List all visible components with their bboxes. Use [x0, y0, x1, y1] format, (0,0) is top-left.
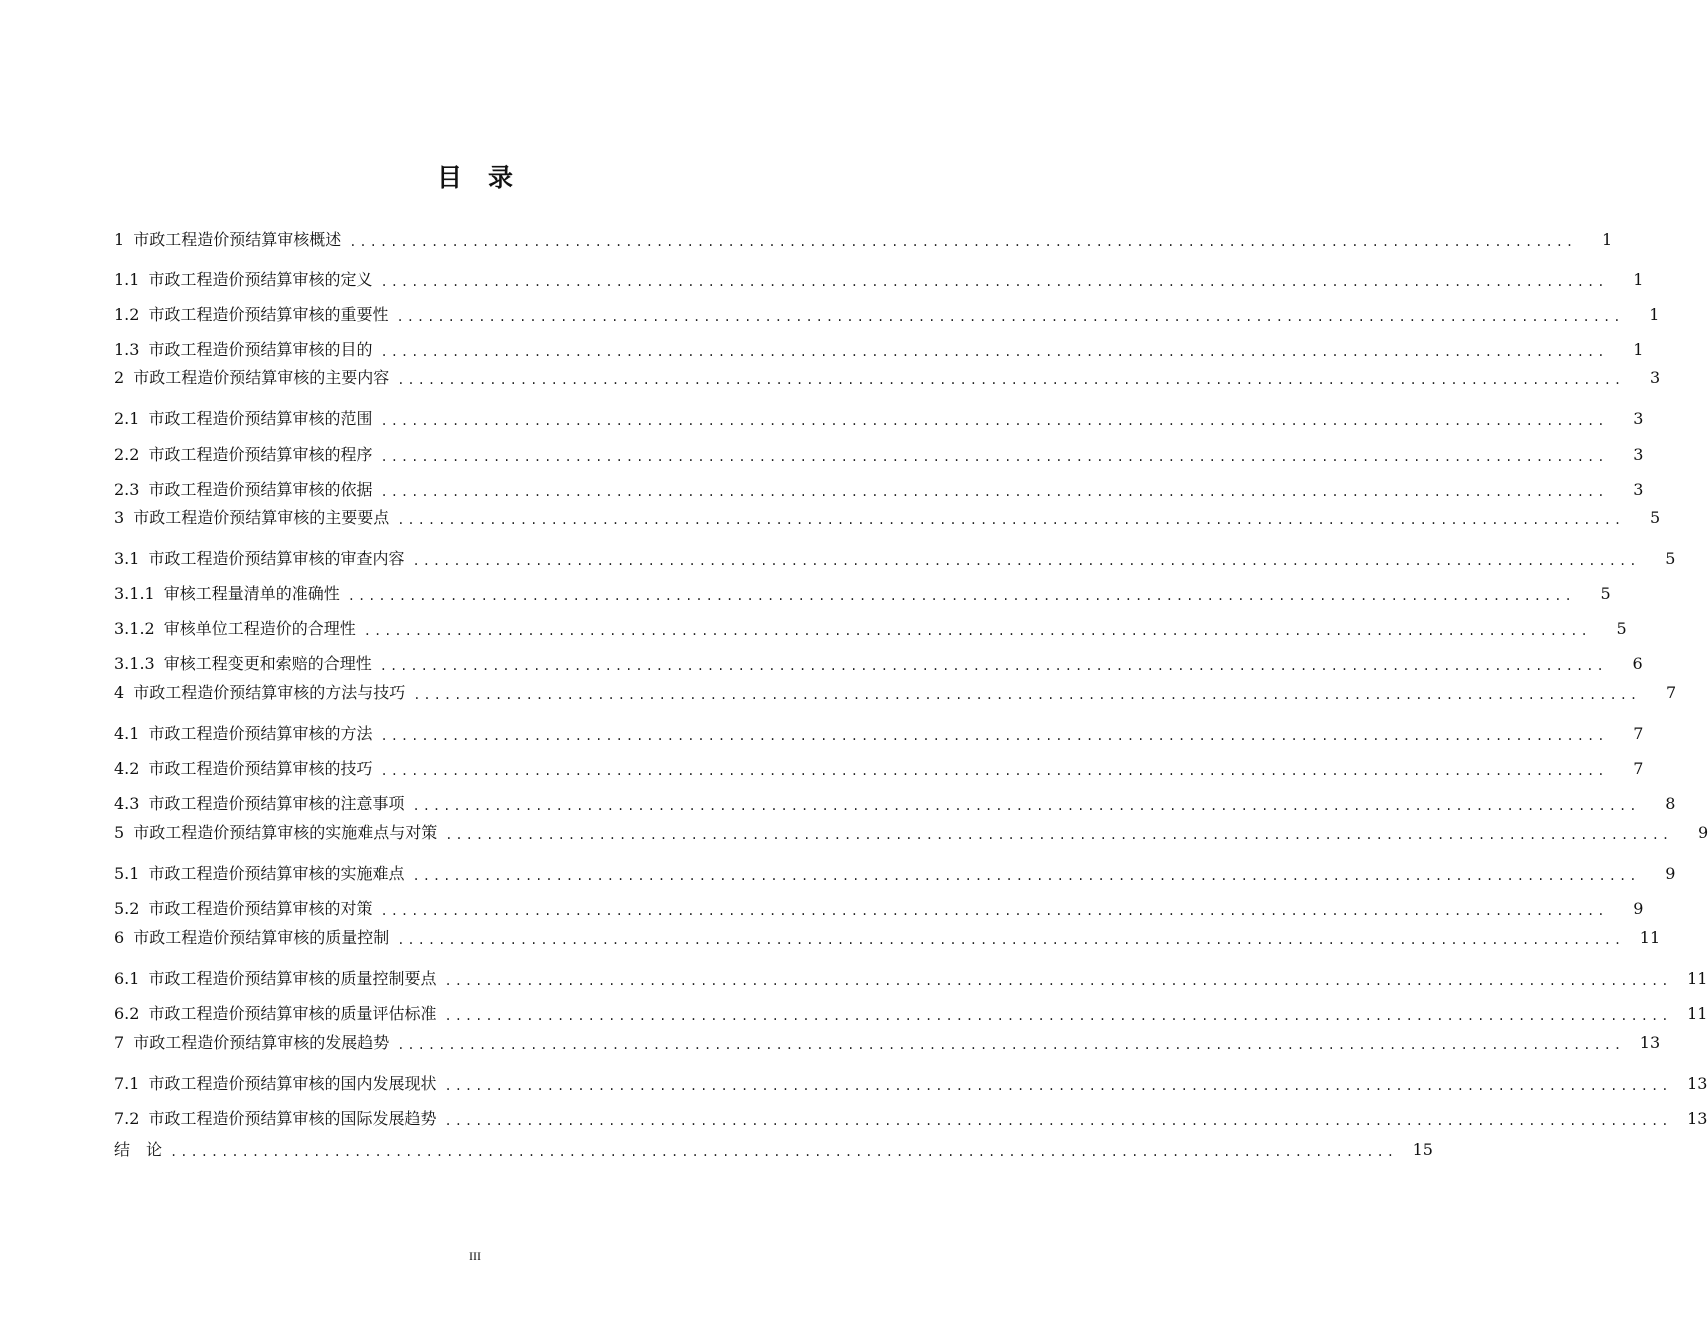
- toc-entry-number: 6: [114, 928, 125, 947]
- page-title: [0, 158, 950, 194]
- toc-entry-title: 市政工程造价预结算审核的程序: [148, 445, 373, 464]
- toc-entry-title: 市政工程造价预结算审核的审查内容: [148, 549, 405, 568]
- toc-entry-title: 市政工程造价预结算审核的方法: [148, 724, 373, 743]
- title-char-2: 录: [488, 163, 514, 192]
- toc-entry-number: 3.1.1: [114, 584, 155, 603]
- toc-entry-page: 3: [1633, 480, 1644, 499]
- toc-entry-title: 市政工程造价预结算审核的重要性: [148, 305, 389, 324]
- toc-entry-page: 9: [1665, 864, 1676, 883]
- toc-entry-number: 1.1: [114, 270, 140, 289]
- toc-leader-dots: ........................................................................................................................: [380, 904, 1608, 918]
- toc-entry-number: 2: [114, 368, 125, 387]
- toc-entry-page: 5: [1616, 619, 1627, 638]
- toc-entry-page: 9: [1633, 899, 1644, 918]
- toc-entry-page: 13: [1687, 1074, 1708, 1093]
- toc-entry[interactable]: [114, 793, 1676, 815]
- toc-entry[interactable]: [114, 618, 1627, 640]
- toc-entry[interactable]: [114, 507, 1661, 529]
- toc-entry-title: 市政工程造价预结算审核的质量控制要点: [148, 969, 437, 988]
- toc-entry-number: 5: [114, 823, 125, 842]
- toc-leader-dots: ........................................................................................................................: [347, 589, 1575, 603]
- toc-entry-title: 市政工程造价预结算审核的依据: [148, 480, 373, 499]
- toc-leader-dots: ........................................................................................................................: [380, 764, 1608, 778]
- toc-entry-title: 市政工程造价预结算审核的范围: [148, 409, 373, 428]
- toc-entry[interactable]: [114, 1139, 1433, 1161]
- toc-entry-page: 13: [1639, 1033, 1661, 1052]
- toc-entry-title: 市政工程造价预结算审核的发展趋势: [133, 1033, 390, 1052]
- toc-entry-title: 审核单位工程造价的合理性: [163, 619, 356, 638]
- toc-entry-page: 11: [1687, 969, 1708, 988]
- toc-entry-number: 1.3: [114, 340, 140, 359]
- toc-entry[interactable]: [114, 339, 1644, 361]
- toc-entry[interactable]: [114, 822, 1708, 844]
- toc-leader-dots: ........................................................................................................................: [444, 1114, 1672, 1128]
- toc-leader-dots: ........................................................................................................................: [349, 235, 1577, 249]
- toc-leader-dots: ........................................................................................................................: [412, 869, 1640, 883]
- toc-entry[interactable]: [114, 269, 1644, 291]
- toc-entry-page: 3: [1649, 368, 1661, 387]
- toc-leader-dots: ........................................................................................................................: [413, 688, 1641, 702]
- toc-entry-page: 15: [1412, 1140, 1433, 1159]
- toc-entry[interactable]: [114, 1073, 1708, 1095]
- toc-entry-number: 7.2: [114, 1109, 140, 1128]
- toc-entry-page: 1: [1633, 340, 1644, 359]
- toc-leader-dots: ........................................................................................................................: [444, 1079, 1672, 1093]
- toc-entry-page: 7: [1665, 683, 1677, 702]
- toc-entry-page: 1: [1633, 270, 1644, 289]
- title-char-1: 目: [436, 163, 462, 192]
- toc-entry[interactable]: [114, 408, 1644, 430]
- toc-leader-dots: ........................................................................................................................: [444, 1009, 1672, 1023]
- toc-entry-title: 市政工程造价预结算审核的实施难点: [148, 864, 405, 883]
- toc-leader-dots: ........................................................................................................................: [412, 799, 1640, 813]
- toc-entry-title: 市政工程造价预结算审核的国内发展现状: [148, 1074, 437, 1093]
- toc-entry-title: 市政工程造价预结算审核的实施难点与对策: [133, 823, 438, 842]
- toc-entry[interactable]: [114, 1032, 1661, 1054]
- toc-leader-dots: ........................................................................................................................: [170, 1145, 1397, 1159]
- toc-entry-number: 2.3: [114, 480, 140, 499]
- toc-entry-title: 市政工程造价预结算审核的定义: [148, 270, 373, 289]
- toc-entry-page: 6: [1632, 654, 1643, 673]
- toc-entry-page: 5: [1665, 549, 1676, 568]
- toc-entry-title: 市政工程造价预结算审核的技巧: [148, 759, 373, 778]
- toc-entry-page: 1: [1649, 305, 1660, 324]
- toc-entry-number: 3.1.3: [114, 654, 155, 673]
- toc-entry-number: 3: [114, 508, 125, 527]
- toc-entry[interactable]: [114, 583, 1611, 605]
- toc-entry-title: 市政工程造价预结算审核的注意事项: [148, 794, 405, 813]
- toc-entry-page: 7: [1633, 759, 1644, 778]
- toc-entry-title: 市政工程造价预结算审核的主要内容: [133, 368, 390, 387]
- toc-entry[interactable]: [114, 758, 1644, 780]
- toc-entry-page: 11: [1687, 1004, 1708, 1023]
- toc-entry[interactable]: [114, 682, 1677, 704]
- toc-entry-title: 市政工程造价预结算审核的目的: [148, 340, 373, 359]
- toc-entry[interactable]: [114, 863, 1676, 885]
- toc-entry-page: 11: [1639, 928, 1661, 947]
- toc-entry-number: 5.1: [114, 864, 140, 883]
- toc-entry[interactable]: [114, 444, 1644, 466]
- toc-leader-dots: ........................................................................................................................: [380, 275, 1608, 289]
- toc-leader-dots: ........................................................................................................................: [444, 974, 1672, 988]
- toc-leader-dots: ........................................................................................................................: [412, 554, 1640, 568]
- toc-entry-page: 3: [1633, 445, 1644, 464]
- toc-leader-dots: ........................................................................................................................: [397, 933, 1625, 947]
- toc-entry-page: 3: [1633, 409, 1644, 428]
- toc-entry[interactable]: [114, 653, 1643, 675]
- toc-entry-title: 市政工程造价预结算审核的方法与技巧: [133, 683, 406, 702]
- toc-entry-number: 1: [114, 230, 125, 249]
- toc-entry-number: 6.2: [114, 1004, 140, 1023]
- toc-leader-dots: ........................................................................................................................: [380, 729, 1608, 743]
- toc-entry-number: 2.1: [114, 409, 140, 428]
- toc-entry-number: 2.2: [114, 445, 140, 464]
- toc-entry-title: 市政工程造价预结算审核的质量评估标准: [148, 1004, 437, 1023]
- toc-leader-dots: ........................................................................................................................: [363, 624, 1591, 638]
- toc-entry[interactable]: [114, 548, 1676, 570]
- toc-entry-title: 审核工程变更和索赔的合理性: [163, 654, 372, 673]
- toc-entry-number: 3.1: [114, 549, 140, 568]
- toc-entry-title: 市政工程造价预结算审核概述: [133, 230, 342, 249]
- toc-entry-title: 市政工程造价预结算审核的国际发展趋势: [148, 1109, 437, 1128]
- toc-entry-page: 7: [1633, 724, 1644, 743]
- toc-entry-number: 6.1: [114, 969, 140, 988]
- toc-entry-number: 4.3: [114, 794, 140, 813]
- toc-entry[interactable]: [114, 304, 1660, 326]
- toc-entry[interactable]: [114, 367, 1661, 389]
- toc-entry[interactable]: [114, 968, 1708, 990]
- toc-entry-title: 市政工程造价预结算审核的对策: [148, 899, 373, 918]
- toc-entry-title: 结 论: [114, 1140, 163, 1159]
- toc-entry-number: 4.2: [114, 759, 140, 778]
- toc-entry[interactable]: [114, 723, 1644, 745]
- toc-entry-number: 7: [114, 1033, 125, 1052]
- toc-leader-dots: ........................................................................................................................: [397, 1038, 1625, 1052]
- toc-entry-number: 3.1.2: [114, 619, 155, 638]
- toc-entry-page: 1: [1601, 230, 1613, 249]
- toc-leader-dots: ........................................................................................................................: [445, 828, 1673, 842]
- toc-entry-page: 5: [1649, 508, 1661, 527]
- toc-entry-page: 5: [1600, 584, 1611, 603]
- toc-entry[interactable]: [114, 229, 1613, 251]
- toc-entry-title: 市政工程造价预结算审核的主要要点: [133, 508, 390, 527]
- toc-entry-page: 13: [1687, 1109, 1708, 1128]
- toc-entry[interactable]: [114, 1003, 1708, 1025]
- toc-leader-dots: ........................................................................................................................: [380, 345, 1608, 359]
- toc-entry-page: 8: [1665, 794, 1676, 813]
- toc-leader-dots: ........................................................................................................................: [396, 310, 1624, 324]
- toc-entry[interactable]: [114, 479, 1644, 501]
- toc-entry-title: 审核工程量清单的准确性: [163, 584, 340, 603]
- toc-entry-number: 5.2: [114, 899, 140, 918]
- toc-entry-number: 1.2: [114, 305, 140, 324]
- toc-entry-title: 市政工程造价预结算审核的质量控制: [133, 928, 390, 947]
- toc-leader-dots: ........................................................................................................................: [397, 513, 1625, 527]
- toc-entry[interactable]: [114, 927, 1661, 949]
- toc-entry-number: 7.1: [114, 1074, 140, 1093]
- toc-leader-dots: ........................................................................................................................: [379, 659, 1607, 673]
- toc-leader-dots: ........................................................................................................................: [380, 485, 1608, 499]
- toc-entry[interactable]: [114, 898, 1644, 920]
- toc-leader-dots: ........................................................................................................................: [380, 450, 1608, 464]
- toc-entry-page: 9: [1697, 823, 1708, 842]
- toc-leader-dots: ........................................................................................................................: [397, 373, 1625, 387]
- toc-entry-number: 4: [114, 683, 125, 702]
- toc-entry-number: 4.1: [114, 724, 140, 743]
- toc-leader-dots: ........................................................................................................................: [380, 414, 1608, 428]
- page-number: III: [469, 1249, 481, 1263]
- toc-entry[interactable]: [114, 1108, 1708, 1130]
